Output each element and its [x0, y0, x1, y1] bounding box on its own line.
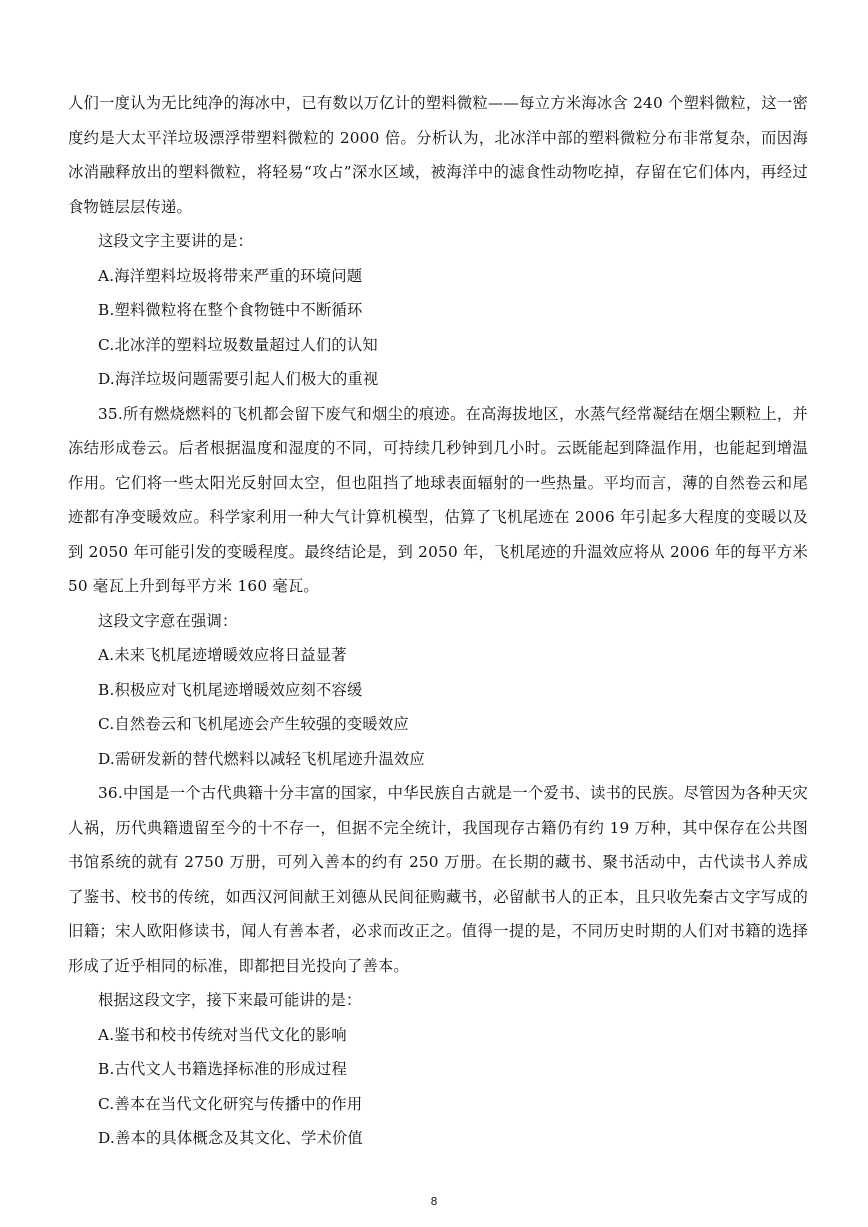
q34-option-a: A.海洋塑料垃圾将带来严重的环境问题 [98, 266, 363, 285]
q34-passage: 人们一度认为无比纯净的海冰中，已有数以万亿计的塑料微粒——每立方米海冰含 240 个塑料微粒，这一密度约是大太平洋垃圾漂浮带塑料微粒的 2000 倍。分析认为，北冰洋中部的塑料微粒分布非常复杂，而因海冰消融释放出的塑料微粒，将轻易“攻占”深水区域，被海洋中的滤食性动物吃掉，存留在它们体内，再经过食物链层层传递。 [68, 94, 808, 216]
q36-option-d: D.善本的具体概念及其文化、学术价值 [98, 1129, 363, 1147]
q35-option-d: D.需研发新的替代燃料以减轻飞机尾迹升温效应 [98, 749, 425, 768]
q36-option-b: B.古代文人书籍选择标准的形成过程 [98, 1060, 347, 1078]
q35-question: 这段文字意在强调： [98, 611, 238, 630]
q35-option-a: A.未来飞机尾迹增暖效应将日益显著 [98, 646, 347, 664]
q34-option-b: B.塑料微粒将在整个食物链中不断循环 [98, 301, 363, 319]
page-content [68, 86, 808, 1156]
q34-option-c: C.北冰洋的塑料垃圾数量超过人们的认知 [98, 335, 378, 354]
q35-passage: 35.所有燃烧燃料的飞机都会留下废气和烟尘的痕迹。在高海拔地区，水蒸气经常凝结在烟尘颗粒上，并冻结形成卷云。后者根据温度和湿度的不同，可持续几秒钟到几小时。云既能起到降温作用，也能起到增温作用。它们将一些太阳光反射回太空，但也阻挡了地球表面辐射的一些热量。平均而言，薄的自然卷云和尾迹都有净变暖效应。科学家利用一种大气计算机模型，估算了飞机尾迹在 2006 年引起多大程度的变暖以及到 2050 年可能引发的变暖程度。最终结论是，到 2050 年，飞机尾迹的升温效应将从 2006 年的每平方米 50 毫瓦上升到每平方米 160 毫瓦。 [68, 404, 808, 595]
q36-option-c: C.善本在当代文化研究与传播中的作用 [98, 1094, 363, 1113]
q36-passage: 36.中国是一个古代典籍十分丰富的国家，中华民族自古就是一个爱书、读书的民族。尽管因为各种天灾人祸，历代典籍遗留至今的十不存一，但据不完全统计，我国现存古籍仍有约 19 万种，其中保存在公共图书馆系统的就有 2750 万册，可列入善本的约有 250 万册。在长期的藏书、聚书活动中，古代读书人养成了鉴书、校书的传统，如西汉河间献王刘德从民间征购藏书，必留献书人的正本，且只收先秦古文字写成的旧籍；宋人欧阳修读书，闻人有善本者，必求而改正之。值得一提的是，不同历史时期的人们对书籍的选择形成了近乎相同的标准，即都把目光投向了善本。 [68, 784, 808, 975]
q36-option-a: A.鉴书和校书传统对当代文化的影响 [98, 1025, 347, 1044]
q35-option-b: B.积极应对飞机尾迹增暖效应刻不容缓 [98, 680, 363, 699]
q34-option-d: D.海洋垃圾问题需要引起人们极大的重视 [98, 370, 379, 388]
page-number: 8 [430, 1195, 438, 1208]
q36-question: 根据这段文字，接下来最可能讲的是： [98, 991, 362, 1009]
q35-option-c: C.自然卷云和飞机尾迹会产生较强的变暖效应 [98, 715, 409, 733]
q34-question: 这段文字主要讲的是： [98, 232, 253, 250]
